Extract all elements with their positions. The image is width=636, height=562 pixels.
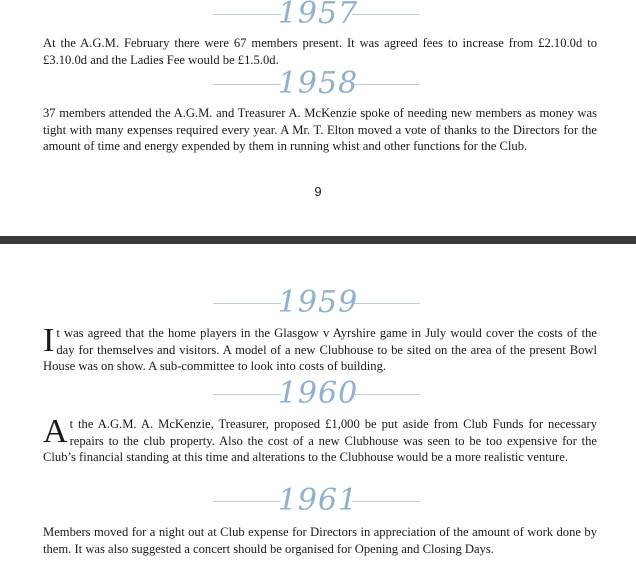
drop-cap: A [43,413,68,450]
paragraph-1957: At the A.G.M. February there were 67 members present. It was agreed fees to increase from £2.10.0d to £3.10.0d and the Ladies Fee would be £1.5.0d. [43,36,597,67]
page-10 [0,244,636,562]
year-heading-1961 [0,484,636,518]
year-1959: 1959 [277,285,359,320]
paragraph-1959 [43,322,597,375]
year-heading-1958 [0,67,636,101]
page-number: 9 [314,184,322,199]
year-1961: 1961 [277,483,359,518]
year-1958: 1958 [277,66,359,101]
year-1960: 1960 [277,376,359,411]
drop-cap: I [43,322,55,359]
paragraph-1961: Members moved for a night out at Club expense for Directors in appreciation of the amount of work done by them. It was also suggested a concert should be organised for Opening and Closing Days. [43,525,597,556]
paragraph-1960 [43,413,597,466]
year-heading-1960 [0,377,636,411]
year-1957: 1957 [277,0,359,31]
year-heading-1959 [0,286,636,320]
page-divider [0,236,636,244]
paragraph-text: t the A.G.M. A. McKenzie, Treasurer, proposed £1,000 be put aside from Club Funds for necessary repairs to the club property. Also the cost of a new Clubhouse was seen to be too expensive for the Club’s financial standing at this time and alterations to the Clubhouse would be a more realistic venture. [43,417,597,464]
paragraph-1958: 37 members attended the A.G.M. and Treasurer A. McKenzie spoke of needing new members as money was tight with many expenses required every year. A Mr. T. Elton moved a vote of thanks to the Directors for the amount of time and energy expended by them in running whist and other functions for the Club. [43,106,597,153]
year-heading-1957 [0,0,636,31]
page-9 [0,0,636,236]
paragraph-text: t was agreed that the home players in the Glasgow v Ayrshire game in July would cover the costs of the day for themselves and visitors. A model of a new Clubhouse to be sited on the area of the present Bowl House was on show. A sub-committee to look into costs of building. [43,326,597,373]
